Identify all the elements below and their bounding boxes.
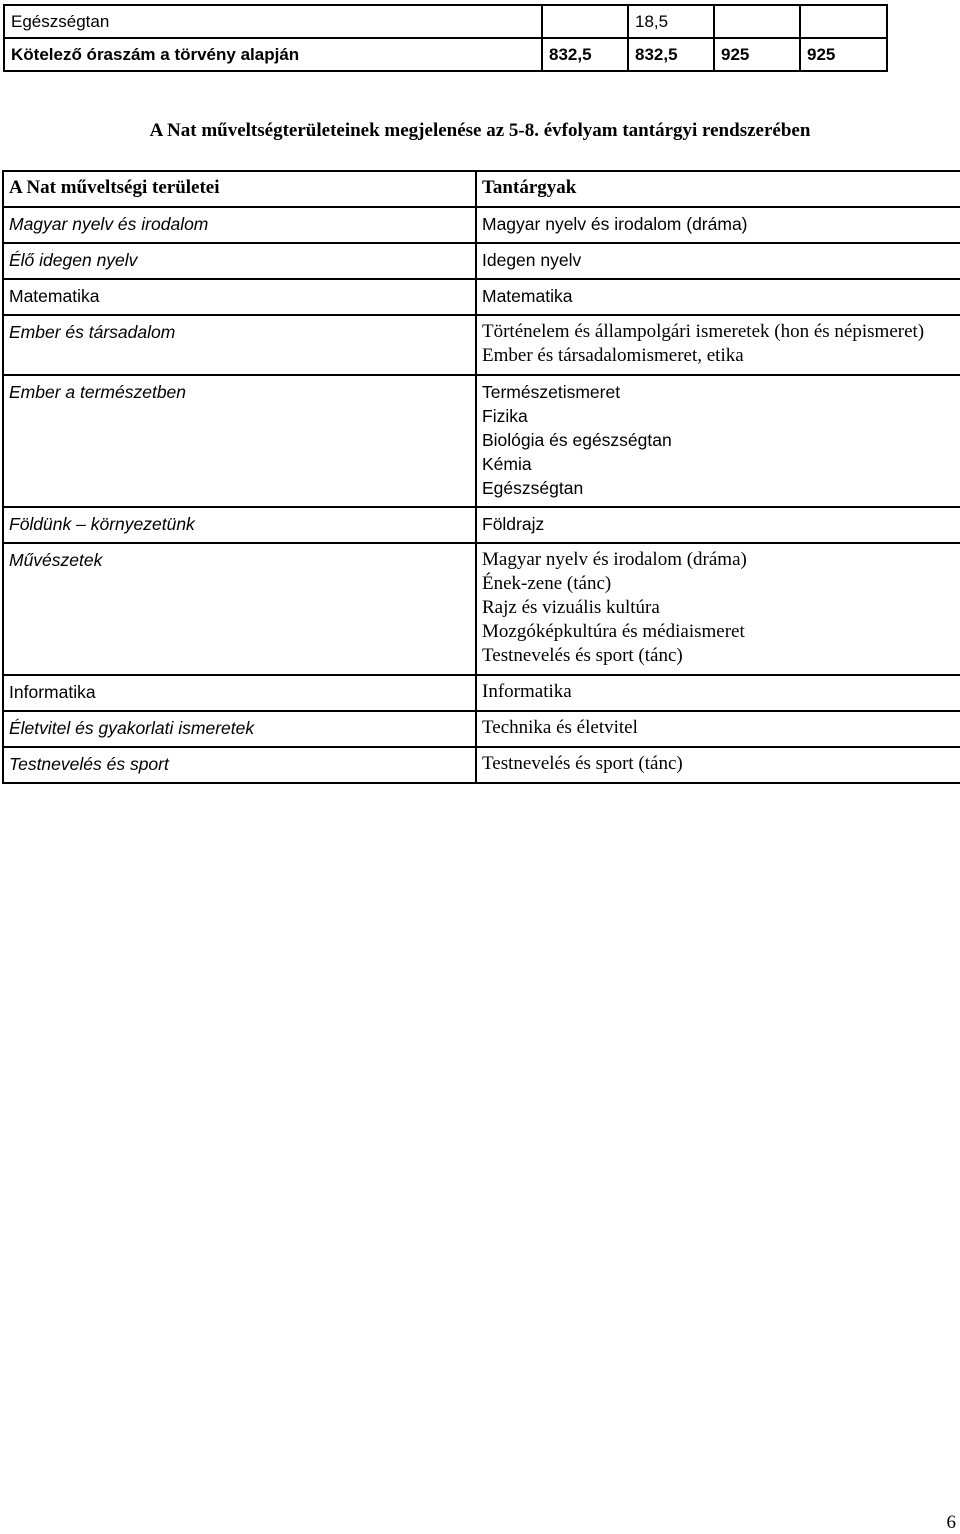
value-cell: 925 <box>800 38 887 71</box>
table-row <box>3 675 960 711</box>
subjects-cell <box>476 279 960 315</box>
subject-item: Egészségtan <box>482 478 584 498</box>
table-row <box>3 207 960 243</box>
hours-table <box>3 4 888 72</box>
table-row <box>3 315 960 375</box>
subject-item: Biológia és egészségtan <box>482 430 672 450</box>
subjects-cell <box>476 543 960 675</box>
row-label: Egészségtan <box>4 5 542 38</box>
column-header-subjects: Tantárgyak <box>476 171 960 207</box>
area-cell: Informatika <box>3 675 476 711</box>
value-cell: 832,5 <box>628 38 714 71</box>
value-cell: 18,5 <box>628 5 714 38</box>
area-cell: Matematika <box>3 279 476 315</box>
subject-item: Idegen nyelv <box>482 250 582 270</box>
area-cell: Ember a természetben <box>3 375 476 507</box>
subject-item: Magyar nyelv és irodalom (dráma) <box>482 214 748 234</box>
table-row <box>3 243 960 279</box>
table-header-row <box>3 171 960 207</box>
table-row <box>4 38 887 71</box>
subject-item: Történelem és állampolgári ismeretek (hon és népismeret) <box>482 321 925 342</box>
area-cell: Művészetek <box>3 543 476 675</box>
subject-item: Kémia <box>482 454 532 474</box>
row-label: Kötelező óraszám a törvény alapján <box>4 38 542 71</box>
value-cell <box>714 5 800 38</box>
subject-item: Fizika <box>482 406 528 426</box>
subject-item: Természetismeret <box>482 382 621 402</box>
table-row <box>3 279 960 315</box>
area-cell: Magyar nyelv és irodalom <box>3 207 476 243</box>
value-cell <box>800 5 887 38</box>
subject-item: Testnevelés és sport (tánc) <box>482 753 683 774</box>
subject-item: Földrajz <box>482 514 545 534</box>
areas-table <box>2 170 960 784</box>
subjects-cell <box>476 675 960 711</box>
subjects-cell <box>476 375 960 507</box>
subject-item: Testnevelés és sport (tánc) <box>482 645 683 666</box>
value-cell: 832,5 <box>542 38 628 71</box>
table-row <box>3 711 960 747</box>
subjects-cell <box>476 315 960 375</box>
subject-item: Ének-zene (tánc) <box>482 573 612 594</box>
column-header-area: A Nat műveltségi területei <box>3 171 476 207</box>
table-row <box>3 507 960 543</box>
table-row <box>3 747 960 783</box>
area-cell: Testnevelés és sport <box>3 747 476 783</box>
area-cell: Életvitel és gyakorlati ismeretek <box>3 711 476 747</box>
area-cell: Ember és társadalom <box>3 315 476 375</box>
value-cell <box>542 5 628 38</box>
subjects-cell <box>476 747 960 783</box>
subjects-cell <box>476 507 960 543</box>
page-number: 6 <box>946 1512 956 1533</box>
subject-item: Matematika <box>482 286 573 306</box>
table-row <box>3 375 960 507</box>
area-cell: Földünk – környezetünk <box>3 507 476 543</box>
subject-item: Rajz és vizuális kultúra <box>482 597 660 618</box>
subjects-cell <box>476 207 960 243</box>
section-title: A Nat műveltségterületeinek megjelenése az 5-8. évfolyam tantárgyi rendszerében <box>149 120 811 141</box>
subjects-cell <box>476 711 960 747</box>
subjects-cell <box>476 243 960 279</box>
table-row <box>4 5 887 38</box>
subject-item: Ember és társadalomismeret, etika <box>482 345 744 366</box>
subject-item: Mozgóképkultúra és médiaismeret <box>482 621 745 642</box>
subject-item: Magyar nyelv és irodalom (dráma) <box>482 549 747 570</box>
subject-item: Informatika <box>482 681 572 702</box>
subject-item: Technika és életvitel <box>482 717 638 738</box>
table-row <box>3 543 960 675</box>
value-cell: 925 <box>714 38 800 71</box>
area-cell: Élő idegen nyelv <box>3 243 476 279</box>
